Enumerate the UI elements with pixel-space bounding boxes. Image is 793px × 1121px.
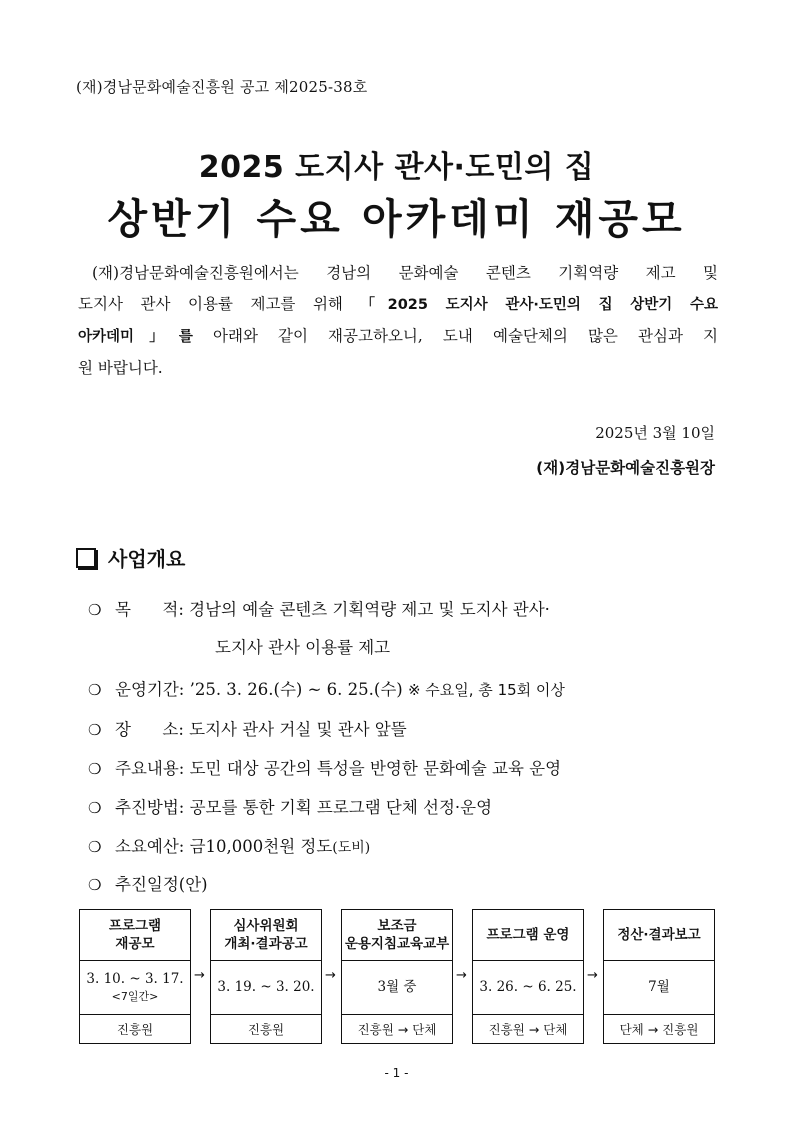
flow-step-period [211, 961, 321, 1015]
flow-step-date: 3. 19. ~ 3. 20. [217, 979, 315, 995]
arrow-right-icon: → [325, 968, 336, 983]
intro-line-3 [78, 321, 718, 353]
flow-step-5 [603, 909, 715, 1044]
signer: (재)경남문화예술진흥원장 [536, 459, 715, 477]
circle-bullet-icon: ❍ [88, 876, 102, 894]
flow-step-title: 보조금 [377, 918, 417, 934]
section-heading [76, 543, 185, 572]
flow-step-subtitle: 개최·결과공고 [224, 936, 308, 952]
item-period [88, 676, 565, 700]
flow-step-1 [79, 909, 191, 1044]
flow-step-4 [472, 909, 584, 1044]
flow-step-date: 3. 26. ~ 6. 25. [479, 979, 577, 995]
intro-paragraph [78, 258, 718, 384]
arrow-right-icon: → [194, 968, 205, 983]
budget-label: 소요예산: [115, 837, 185, 856]
flow-step-owner: 진흥원 [247, 1022, 285, 1037]
circle-bullet-icon: ❍ [88, 760, 102, 778]
page-number: - 1 - [384, 1066, 409, 1080]
purpose-text: 경남의 예술 콘텐츠 기획역량 제고 및 도지사 관사· [189, 600, 550, 619]
purpose-label: 목 적: [115, 600, 184, 619]
flow-step-owner: 진흥원 → 단체 [357, 1022, 437, 1037]
flow-step-date: 7월 [648, 979, 670, 995]
schedule-label: 추진일정(안) [115, 875, 208, 894]
flow-step-head [604, 910, 714, 961]
flow-step-3 [341, 909, 453, 1044]
title-line-1: 2025 도지사 관사·도민의 집 [198, 150, 595, 185]
intro-project-name-end: 아카데미」를 [78, 329, 193, 345]
circle-bullet-icon: ❍ [88, 799, 102, 817]
notice-date: 2025년 3월 10일 [595, 424, 715, 442]
place-label: 장 소: [115, 720, 184, 739]
arrow-right-icon: → [456, 968, 467, 983]
notice-number: (재)경남문화예술진흥원 공고 제2025-38호 [76, 78, 368, 96]
method-label: 추진방법: [115, 798, 185, 817]
item-schedule [88, 871, 208, 895]
flow-step-head [211, 910, 321, 961]
intro-line-3-text: 아래와 같이 재공고하오니, 도내 예술단체의 많은 관심과 지 [192, 327, 718, 345]
flow-step-subtitle: 운용지침교육교부 [344, 936, 450, 952]
intro-line-2-text: 도지사 관사 이용률 제고를 위해 [78, 295, 361, 313]
item-budget [88, 833, 370, 857]
period-label: 운영기간: [115, 680, 185, 699]
schedule-flow [79, 909, 715, 1043]
flow-step-period [604, 961, 714, 1015]
content-text: 도민 대상 공간의 특성을 반영한 문화예술 교육 운영 [189, 759, 562, 778]
flow-step-subtitle: 재공모 [115, 936, 155, 952]
flow-step-head [80, 910, 190, 961]
intro-line-1: (재)경남문화예술진흥원에서는 경남의 문화예술 콘텐츠 기획역량 제고 및 [92, 264, 718, 282]
flow-step-duration: <7일간> [111, 989, 159, 1003]
circle-bullet-icon: ❍ [88, 681, 102, 699]
title-line-2: 상반기 수요 아카데미 재공모 [107, 195, 686, 243]
arrow-right-icon: → [587, 968, 598, 983]
flow-step-title: 프로그램 운영 [486, 927, 570, 943]
period-note: ※ 수요일, 총 15회 이상 [407, 681, 565, 699]
flow-step-date: 3월 중 [377, 979, 417, 995]
circle-bullet-icon: ❍ [88, 601, 102, 619]
flow-step-owner: 진흥원 → 단체 [488, 1022, 568, 1037]
circle-bullet-icon: ❍ [88, 838, 102, 856]
flow-step-period [473, 961, 583, 1015]
flow-step-date: 3. 10. ~ 3. 17. [86, 970, 184, 987]
flow-step-period [342, 961, 452, 1015]
item-method [88, 794, 492, 818]
flow-step-title: 프로그램 [108, 918, 162, 934]
item-content [88, 755, 561, 779]
item-purpose [88, 596, 550, 620]
content-label: 주요내용: [115, 759, 185, 778]
flow-step-head [342, 910, 452, 961]
intro-project-name: 「2025 도지사 관사·도민의 집 상반기 수요 [360, 297, 718, 313]
flow-step-2 [210, 909, 322, 1044]
flow-step-title: 정산·결과보고 [617, 927, 701, 943]
checkbox-square-icon [76, 548, 96, 568]
flow-step-head [473, 910, 583, 961]
intro-line-4: 원 바랍니다. [78, 359, 163, 377]
purpose-continued: 도지사 관사 이용률 제고 [215, 638, 391, 657]
section-title: 사업개요 [108, 547, 186, 571]
circle-bullet-icon: ❍ [88, 721, 102, 739]
flow-step-title: 심사위원회 [233, 918, 299, 934]
budget-note: (도비) [332, 840, 371, 856]
method-text: 공모를 통한 기획 프로그램 단체 선정·운영 [189, 798, 493, 817]
flow-step-period [80, 961, 190, 1015]
intro-line-2 [78, 289, 718, 321]
place-text: 도지사 관사 거실 및 관사 앞뜰 [189, 720, 407, 739]
item-place [88, 716, 407, 740]
period-text: ’25. 3. 26.(수) ~ 6. 25.(수) [189, 680, 403, 699]
flow-step-owner: 단체 → 진흥원 [619, 1022, 699, 1037]
flow-step-owner: 진흥원 [116, 1022, 154, 1037]
budget-text: 금10,000천원 정도 [189, 837, 333, 856]
